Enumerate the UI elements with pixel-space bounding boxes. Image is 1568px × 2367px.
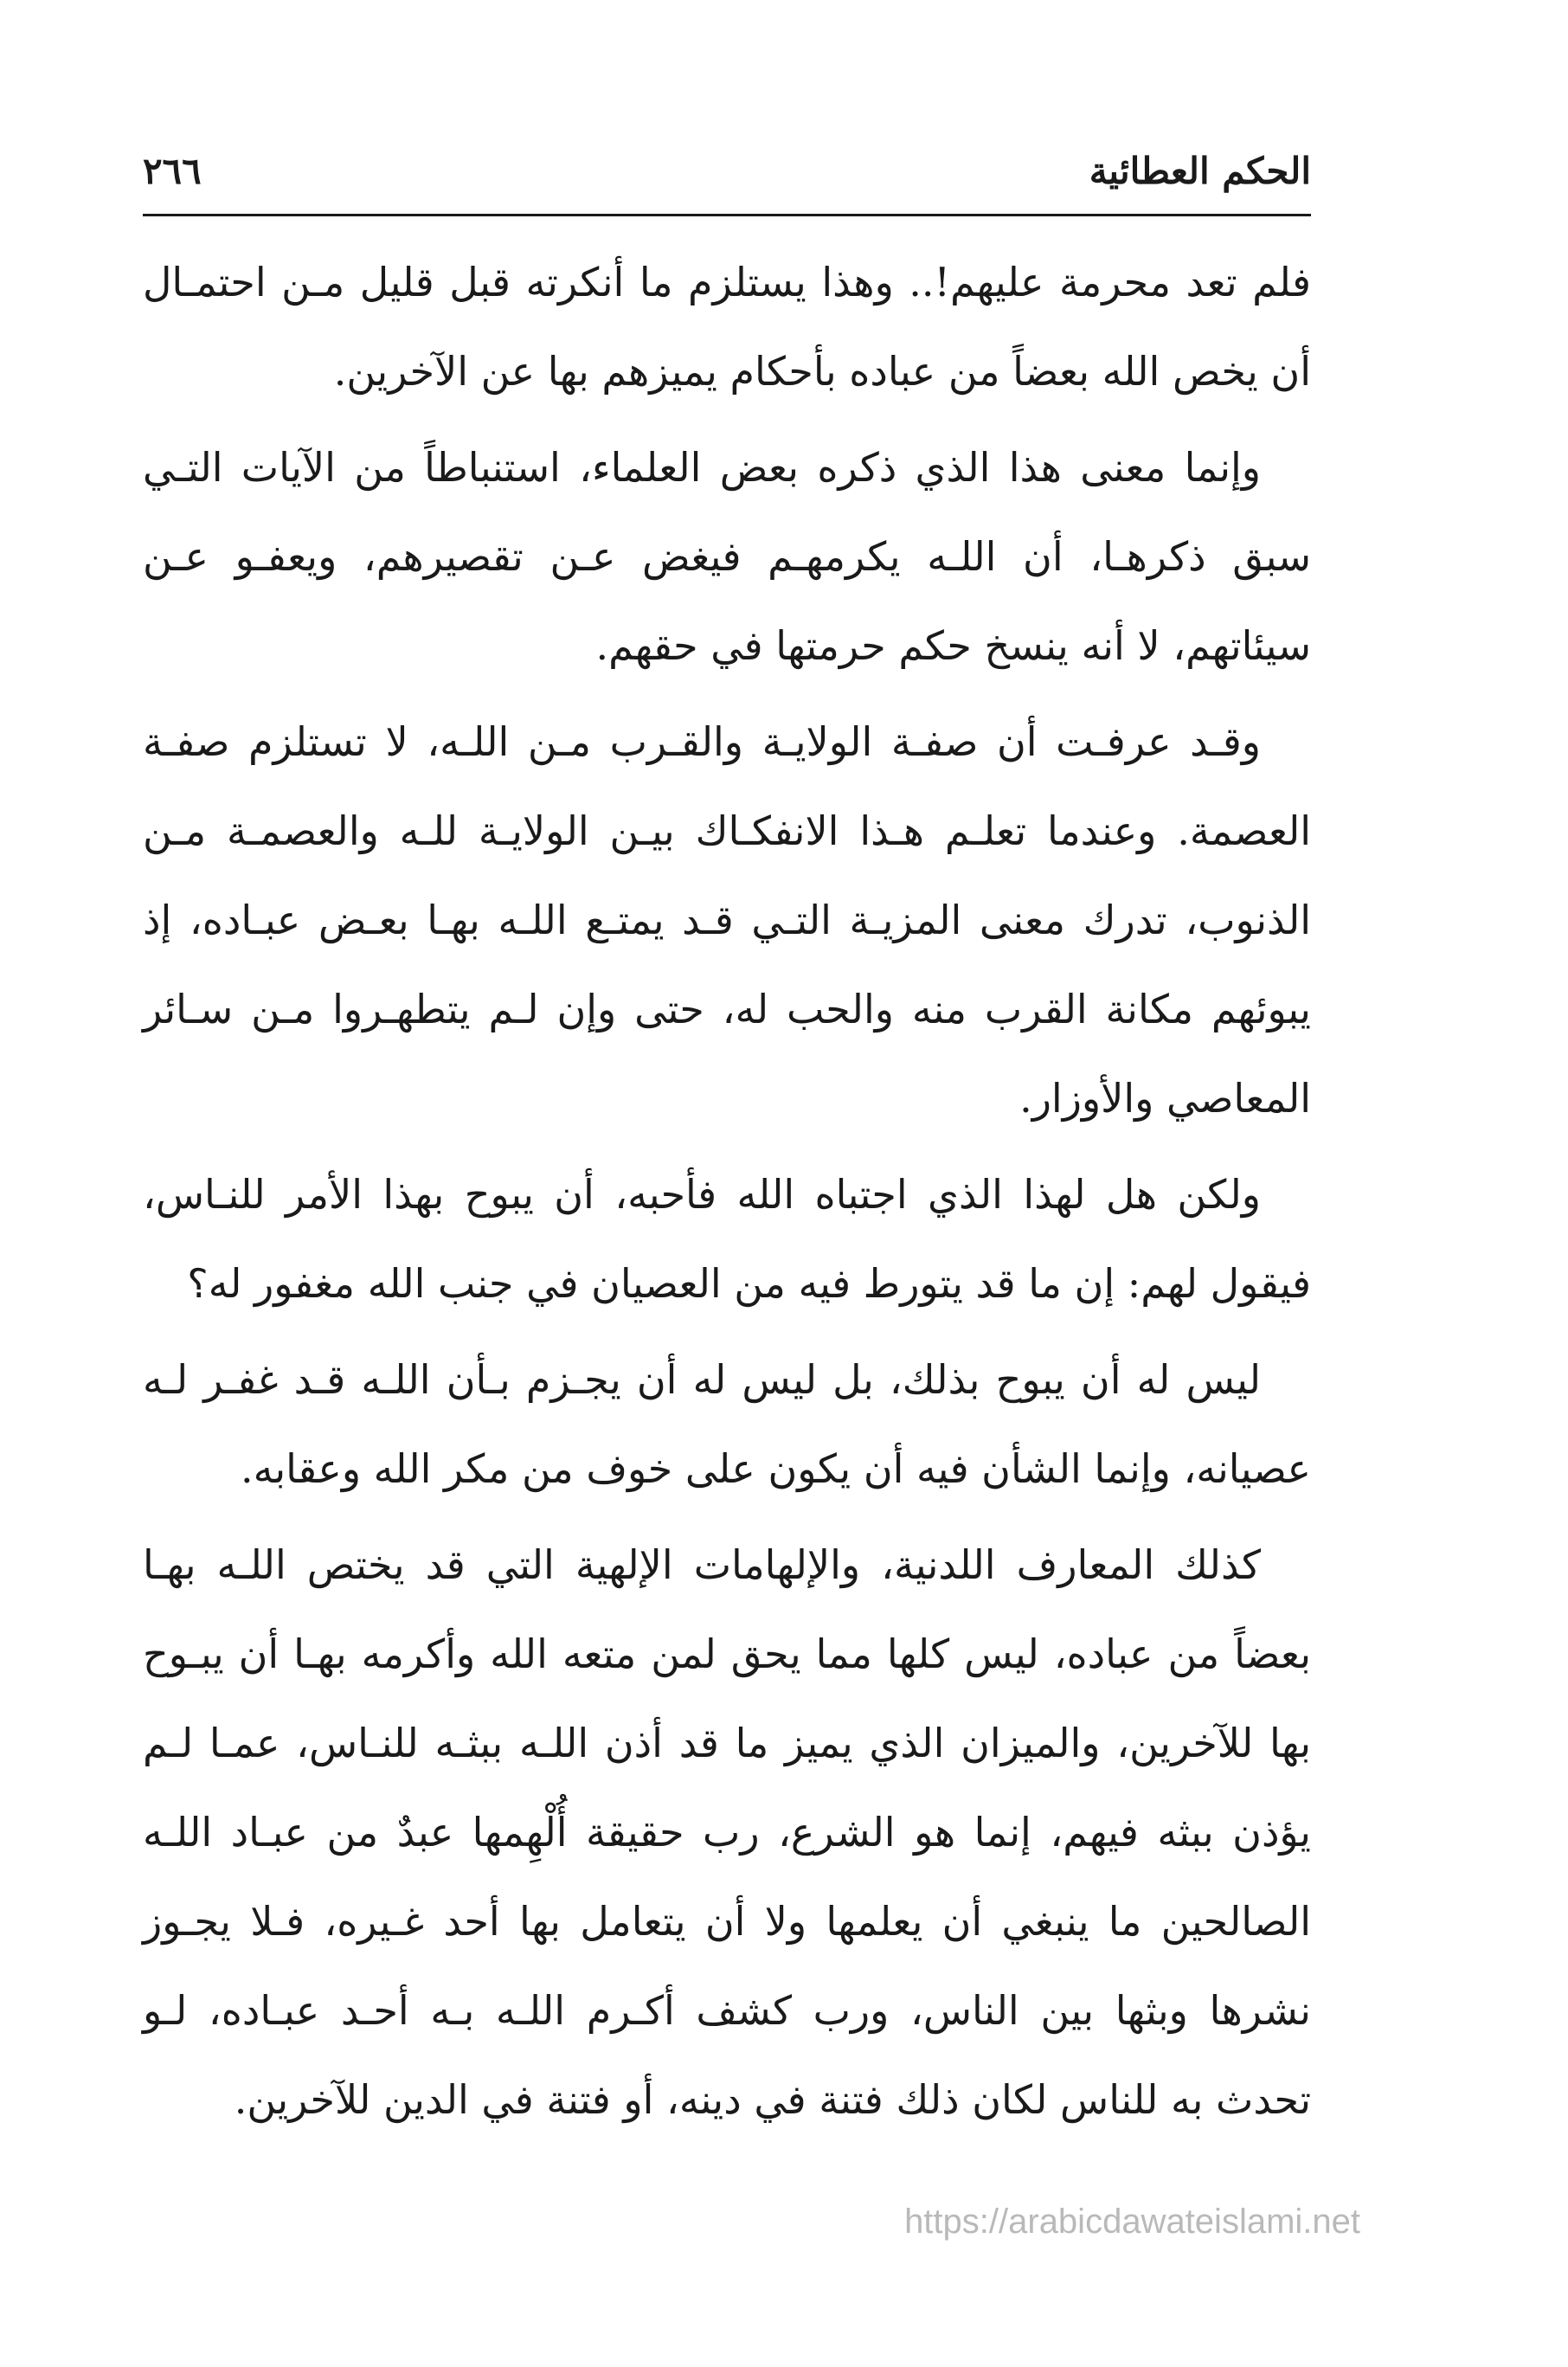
watermark-url: https://arabicdawateislami.net — [904, 2203, 1360, 2241]
body-text — [143, 238, 1311, 2145]
running-header — [143, 143, 1311, 203]
paragraph-5: ليس له أن يبوح بذلك، بل ليس له أن يجـزم بـأن اللـه قـد غفـر لـه عصيانه، وإنما الشأن فيه أن يكون على خوف من مكر الله وعقابه. — [143, 1356, 1311, 1492]
paragraph-4: ولكن هل لهذا الذي اجتباه الله فأحبه، أن يبوح بهذا الأمر للنـاس، فيقول لهم: إن ما قد يتورط فيه من العصيان في جنب الله مغفور له؟ — [143, 1171, 1311, 1307]
paragraph-1: فلم تعد محرمة عليهم!.. وهذا يستلزم ما أنكرته قبل قليل مـن احتمـال أن يخص الله بعضاً من عباده بأحكام يميزهم بها عن الآخرين. — [143, 259, 1311, 395]
paragraph-3: وقـد عرفـت أن صفـة الولايـة والقـرب مـن اللـه، لا تستلزم صفـة العصمة. وعندما تعلـم هـذا الانفكـاك بيـن الولايـة للـه والعصمـة مـن الذنوب، تدرك معنى المزيـة التـي قـد يمتـع اللـه بهـا بعـض عبـاده، إذ يبوئهم مكانة القرب منه والحب له، حتى وإن لـم يتطهـروا مـن سـائر المعاصي والأوزار. — [143, 718, 1311, 1122]
paragraph-6: كذلك المعارف اللدنية، والإلهامات الإلهية التي قد يختص اللـه بهـا بعضاً من عباده، ليس كلها مما يحق لمن متعه الله وأكرمه بهـا أن يبـوح بها للآخرين، والميزان الذي يميز ما قد أذن اللـه ببثـه للنـاس، عمـا لـم يؤذن ببثه فيهم، إنما هو الشرع، رب حقيقة أُلْهِمها عبدٌ من عبـاد اللـه الصالحين ما ينبغي أن يعلمها ولا أن يتعامل بها أحد غـيره، فـلا يجـوز نشرها وبثها بين الناس، ورب كشف أكـرم اللـه بـه أحـد عبـاده، لـو تحدث به للناس لكان ذلك فتنة في دينه، أو فتنة في الدين للآخرين. — [143, 1541, 1311, 2123]
page-number: ٢٦٦ — [143, 150, 202, 192]
paragraph-2: وإنما معنى هذا الذي ذكره بعض العلماء، استنباطاً من الآيات التـي سبق ذكرهـا، أن اللـه يكرمهـم فيغض عـن تقصيرهم، ويعفـو عـن سيئاتهم، لا أنه ينسخ حكم حرمتها في حقهم. — [143, 444, 1311, 669]
header-title: الحكم العطائية — [1089, 150, 1311, 192]
header-divider — [143, 214, 1311, 216]
